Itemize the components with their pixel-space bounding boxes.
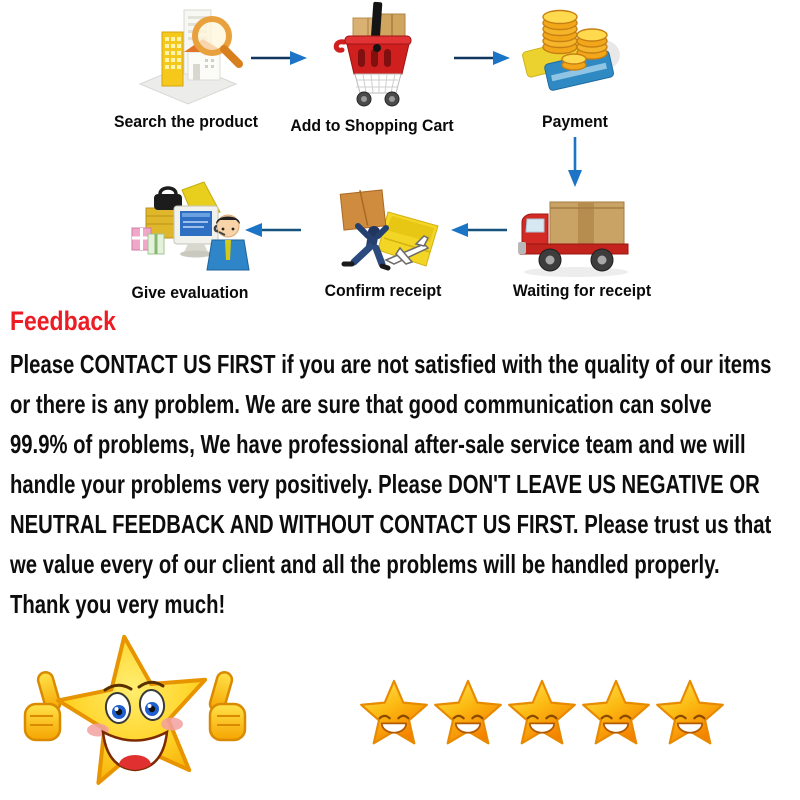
feedback-line: NEUTRAL FEEDBACK AND WITHOUT CONTACT US FIRST. Please trust us that	[10, 509, 772, 539]
delivery-truck-icon	[514, 192, 636, 280]
flow-arrow-right-icon	[250, 49, 308, 67]
buildings-magnifier-icon	[132, 4, 244, 106]
carry-package-airplane-icon	[316, 186, 448, 276]
feedback-line: Thank you very much!	[10, 589, 226, 619]
flow-arrow-down-icon	[566, 136, 584, 188]
step-label-search: Search the product	[113, 112, 259, 131]
feedback-line: or there is any problem. We are sure that good communication can solve	[10, 389, 712, 419]
smiley-star-icon	[432, 668, 504, 760]
smiley-star-icon	[654, 668, 726, 760]
feedback-line: 99.9% of problems, We have professional after-sale service team and we will	[10, 429, 746, 459]
smiley-star-icon	[358, 668, 430, 760]
computer-support-gifts-icon	[124, 178, 250, 274]
smiley-star-icon	[506, 668, 578, 760]
feedback-paragraph	[10, 344, 798, 624]
coins-cards-icon	[518, 3, 628, 99]
feedback-line: handle your problems very positively. Please DON'T LEAVE US NEGATIVE OR	[10, 469, 760, 499]
feedback-line: we value every of our client and all the problems will be handled properly.	[10, 549, 720, 579]
step-label-cart: Add to Shopping Cart	[290, 116, 454, 135]
step-label-evaluate: Give evaluation	[131, 283, 249, 302]
step-label-confirm: Confirm receipt	[324, 281, 442, 300]
flow-arrow-left-icon	[450, 221, 508, 239]
step-label-waiting: Waiting for receipt	[512, 281, 652, 300]
rating-stars	[358, 668, 726, 760]
feedback-heading: Feedback	[10, 306, 116, 336]
feedback-line: Please CONTACT US FIRST if you are not satisfied with the quality of our items	[10, 349, 772, 379]
flow-arrow-right-icon	[453, 49, 511, 67]
shopping-cart-icon	[327, 0, 427, 108]
step-label-payment: Payment	[542, 112, 608, 131]
flow-arrow-left-icon	[244, 221, 302, 239]
smiley-star-icon	[580, 668, 652, 760]
thumbs-up-smiley-star-icon	[15, 622, 255, 794]
